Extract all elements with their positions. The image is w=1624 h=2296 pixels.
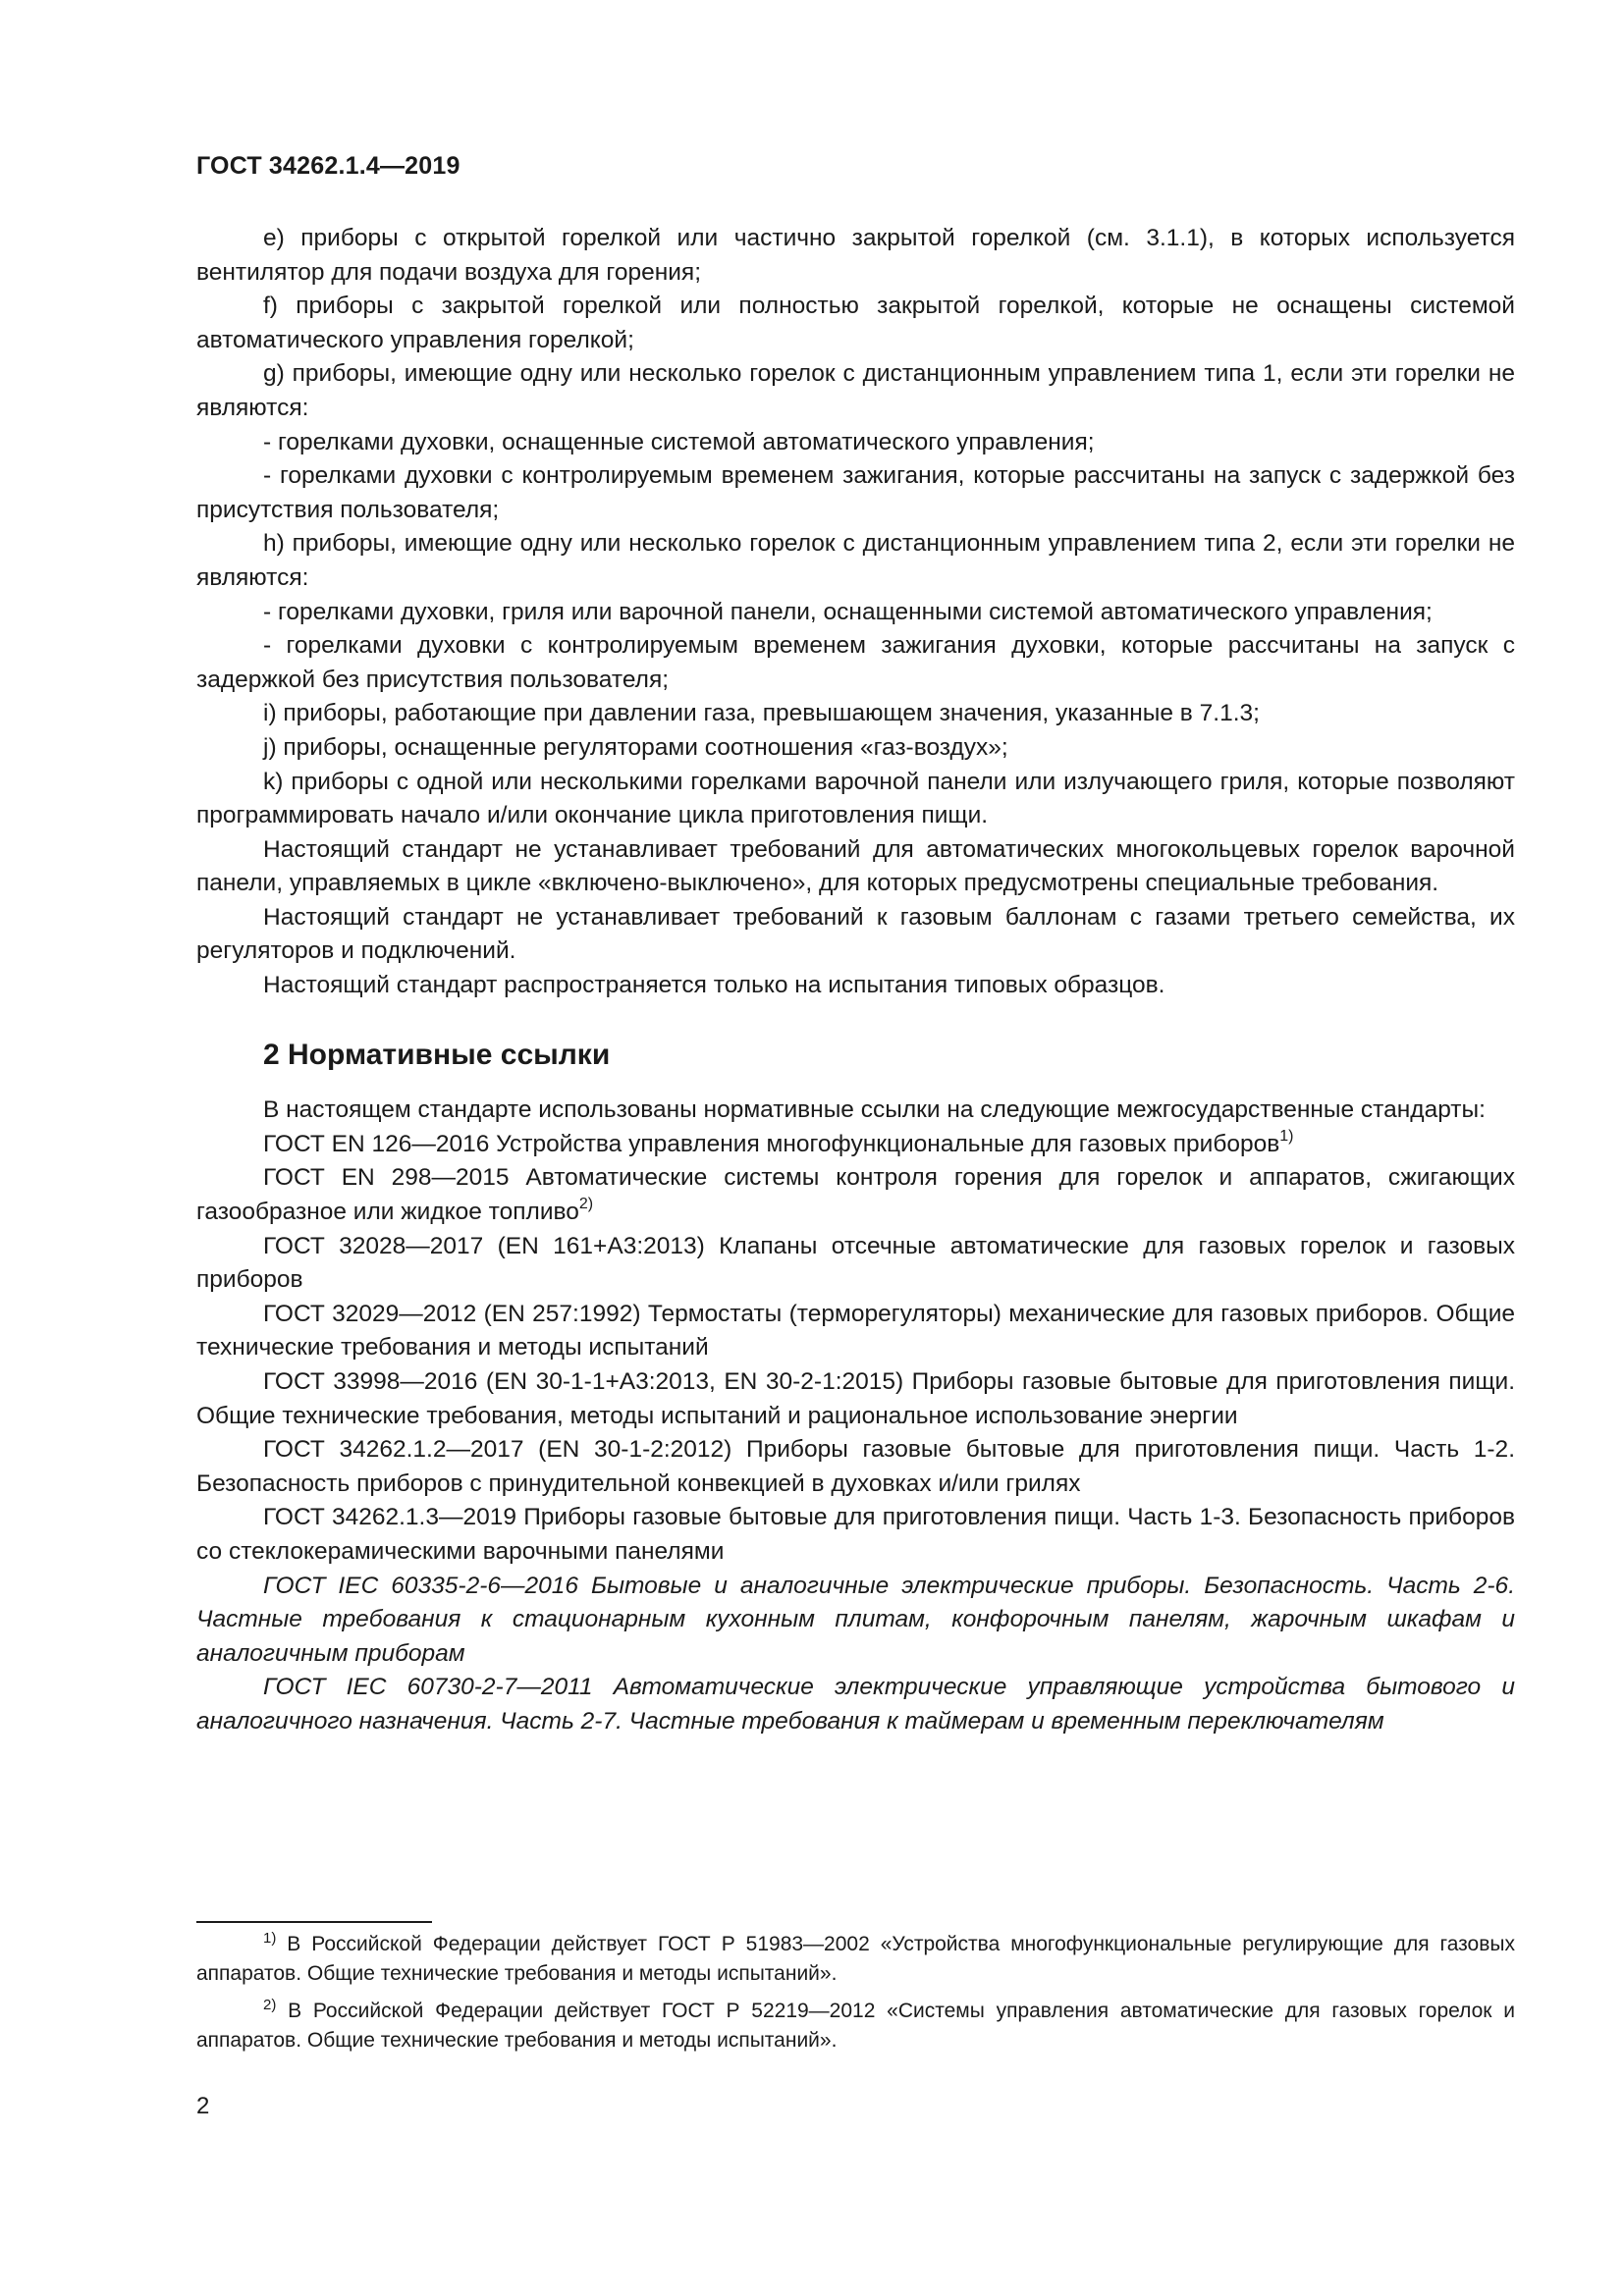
- list-subitem-g1: - горелками духовки, оснащенные системой автоматического управления;: [263, 428, 1095, 455]
- paragraph: Настоящий стандарт не устанавливает требований для автоматических многокольцевых горелок варочной панели, управляемых в цикле «включено-выключено», для которых предусмотрены специальные требования.: [196, 835, 1515, 897]
- body-text: [196, 222, 1515, 1739]
- paragraph: Настоящий стандарт не устанавливает требований к газовым баллонам с газами третьего семейства, их регуляторов и подключений.: [196, 903, 1515, 965]
- paragraph: Настоящий стандарт распространяется только на испытания типовых образцов.: [263, 972, 1165, 999]
- footnotes: [196, 1930, 1515, 2063]
- list-item-j: j) приборы, оснащенные регуляторами соотношения «газ-воздух»;: [263, 733, 1008, 761]
- reference-item: ГОСТ 33998—2016 (EN 30-1-1+A3:2013, EN 30-2-1:2015) Приборы газовые бытовые для приготовления пищи. Общие технические требования, методы испытаний и рациональное использование энергии: [196, 1368, 1515, 1429]
- reference-item: ГОСТ EN 298—2015 Автоматические системы контроля горения для горелок и аппаратов, сжигающих газообразное или жидкое топливо$^{2)}$: [196, 1164, 1515, 1226]
- list-subitem-h1: - горелками духовки, гриля или варочной панели, оснащенными системой автоматического управления;: [263, 598, 1433, 625]
- section-intro: В настоящем стандарте использованы нормативные ссылки на следующие межгосударственные стандарты:: [263, 1096, 1486, 1124]
- list-item-h: h) приборы, имеющие одну или несколько горелок с дистанционным управлением типа 2, если эти горелки не являются:: [196, 530, 1515, 591]
- list-subitem-g2: - горелками духовки с контролируемым временем зажигания, которые рассчитаны на запуск с задержкой без присутствия пользователя;: [196, 462, 1515, 523]
- reference-item: ГОСТ 34262.1.3—2019 Приборы газовые бытовые для приготовления пищи. Часть 1-3. Безопасность приборов со стеклокерамическими варочными панелями: [196, 1504, 1515, 1565]
- list-item-i: i) приборы, работающие при давлении газа, превышающем значения, указанные в 7.1.3;: [263, 700, 1260, 727]
- footnote-mark: 2): [263, 1997, 277, 2013]
- footnote: $^{2)}$ В Российской Федерации действует ГОСТ Р 52219—2012 «Системы управления автоматические для газовых горелок и аппаратов. Общие технические требования и методы испытаний».: [196, 1997, 1515, 2052]
- reference-item: ГОСТ 32029—2012 (EN 257:1992) Термостаты (терморегуляторы) механические для газовых приборов. Общие технические требования и методы испытаний: [196, 1300, 1515, 1362]
- page-number: 2: [196, 2093, 210, 2119]
- list-subitem-h2: - горелками духовки с контролируемым временем зажигания духовки, которые рассчитаны на запуск с задержкой без присутствия пользователя;: [196, 632, 1515, 693]
- reference-item-italic: ГОСТ IEC 60335-2-6—2016 Бытовые и аналогичные электрические приборы. Безопасность. Часть 2-6. Частные требования к стационарным кухонным плитам, конфорочным панелям, жарочным шкафам и аналогичным приборам: [196, 1572, 1515, 1667]
- list-item-f: f) приборы с закрытой горелкой или полностью закрытой горелкой, которые не оснащены системой автоматического управления горелкой;: [196, 293, 1515, 353]
- reference-item: ГОСТ 32028—2017 (EN 161+A3:2013) Клапаны отсечные автоматические для газовых горелок и газовых приборов: [196, 1232, 1515, 1294]
- section-title: 2 Нормативные ссылки: [263, 1038, 611, 1071]
- list-item-k: k) приборы с одной или несколькими горелками варочной панели или излучающего гриля, которые позволяют программировать начало и/или окончание цикла приготовления пищи.: [196, 768, 1515, 829]
- footnote-mark[interactable]: 1): [1279, 1127, 1294, 1145]
- footnote-separator: [196, 1921, 432, 1923]
- reference-item: ГОСТ 34262.1.2—2017 (EN 30-1-2:2012) Приборы газовые бытовые для приготовления пищи. Часть 1-2. Безопасность приборов с принудительной конвекцией в духовках и/или грилях: [196, 1436, 1515, 1497]
- footnote: $^{1)}$ В Российской Федерации действует ГОСТ Р 51983—2002 «Устройства многофункциональные регулирующие для газовых аппаратов. Общие технические требования и методы испытаний».: [196, 1930, 1515, 1985]
- footnote-mark[interactable]: 2): [578, 1195, 594, 1212]
- reference-item-italic: ГОСТ IEC 60730-2-7—2011 Автоматические электрические управляющие устройства бытового и аналогичного назначения. Часть 2-7. Частные требования к таймерам и временным переключателям: [196, 1674, 1515, 1735]
- document-header: ГОСТ 34262.1.4—2019: [196, 152, 460, 180]
- list-item-e: е) приборы с открытой горелкой или частично закрытой горелкой (см. 3.1.1), в которых используется вентилятор для подачи воздуха для горения;: [196, 225, 1515, 286]
- reference-item: ГОСТ EN 126—2016 Устройства управления многофункциональные для газовых приборов$^{1)}$: [263, 1127, 1294, 1157]
- list-item-g: g) приборы, имеющие одну или несколько горелок с дистанционным управлением типа 1, если эти горелки не являются:: [196, 360, 1515, 421]
- footnote-mark: 1): [263, 1930, 277, 1947]
